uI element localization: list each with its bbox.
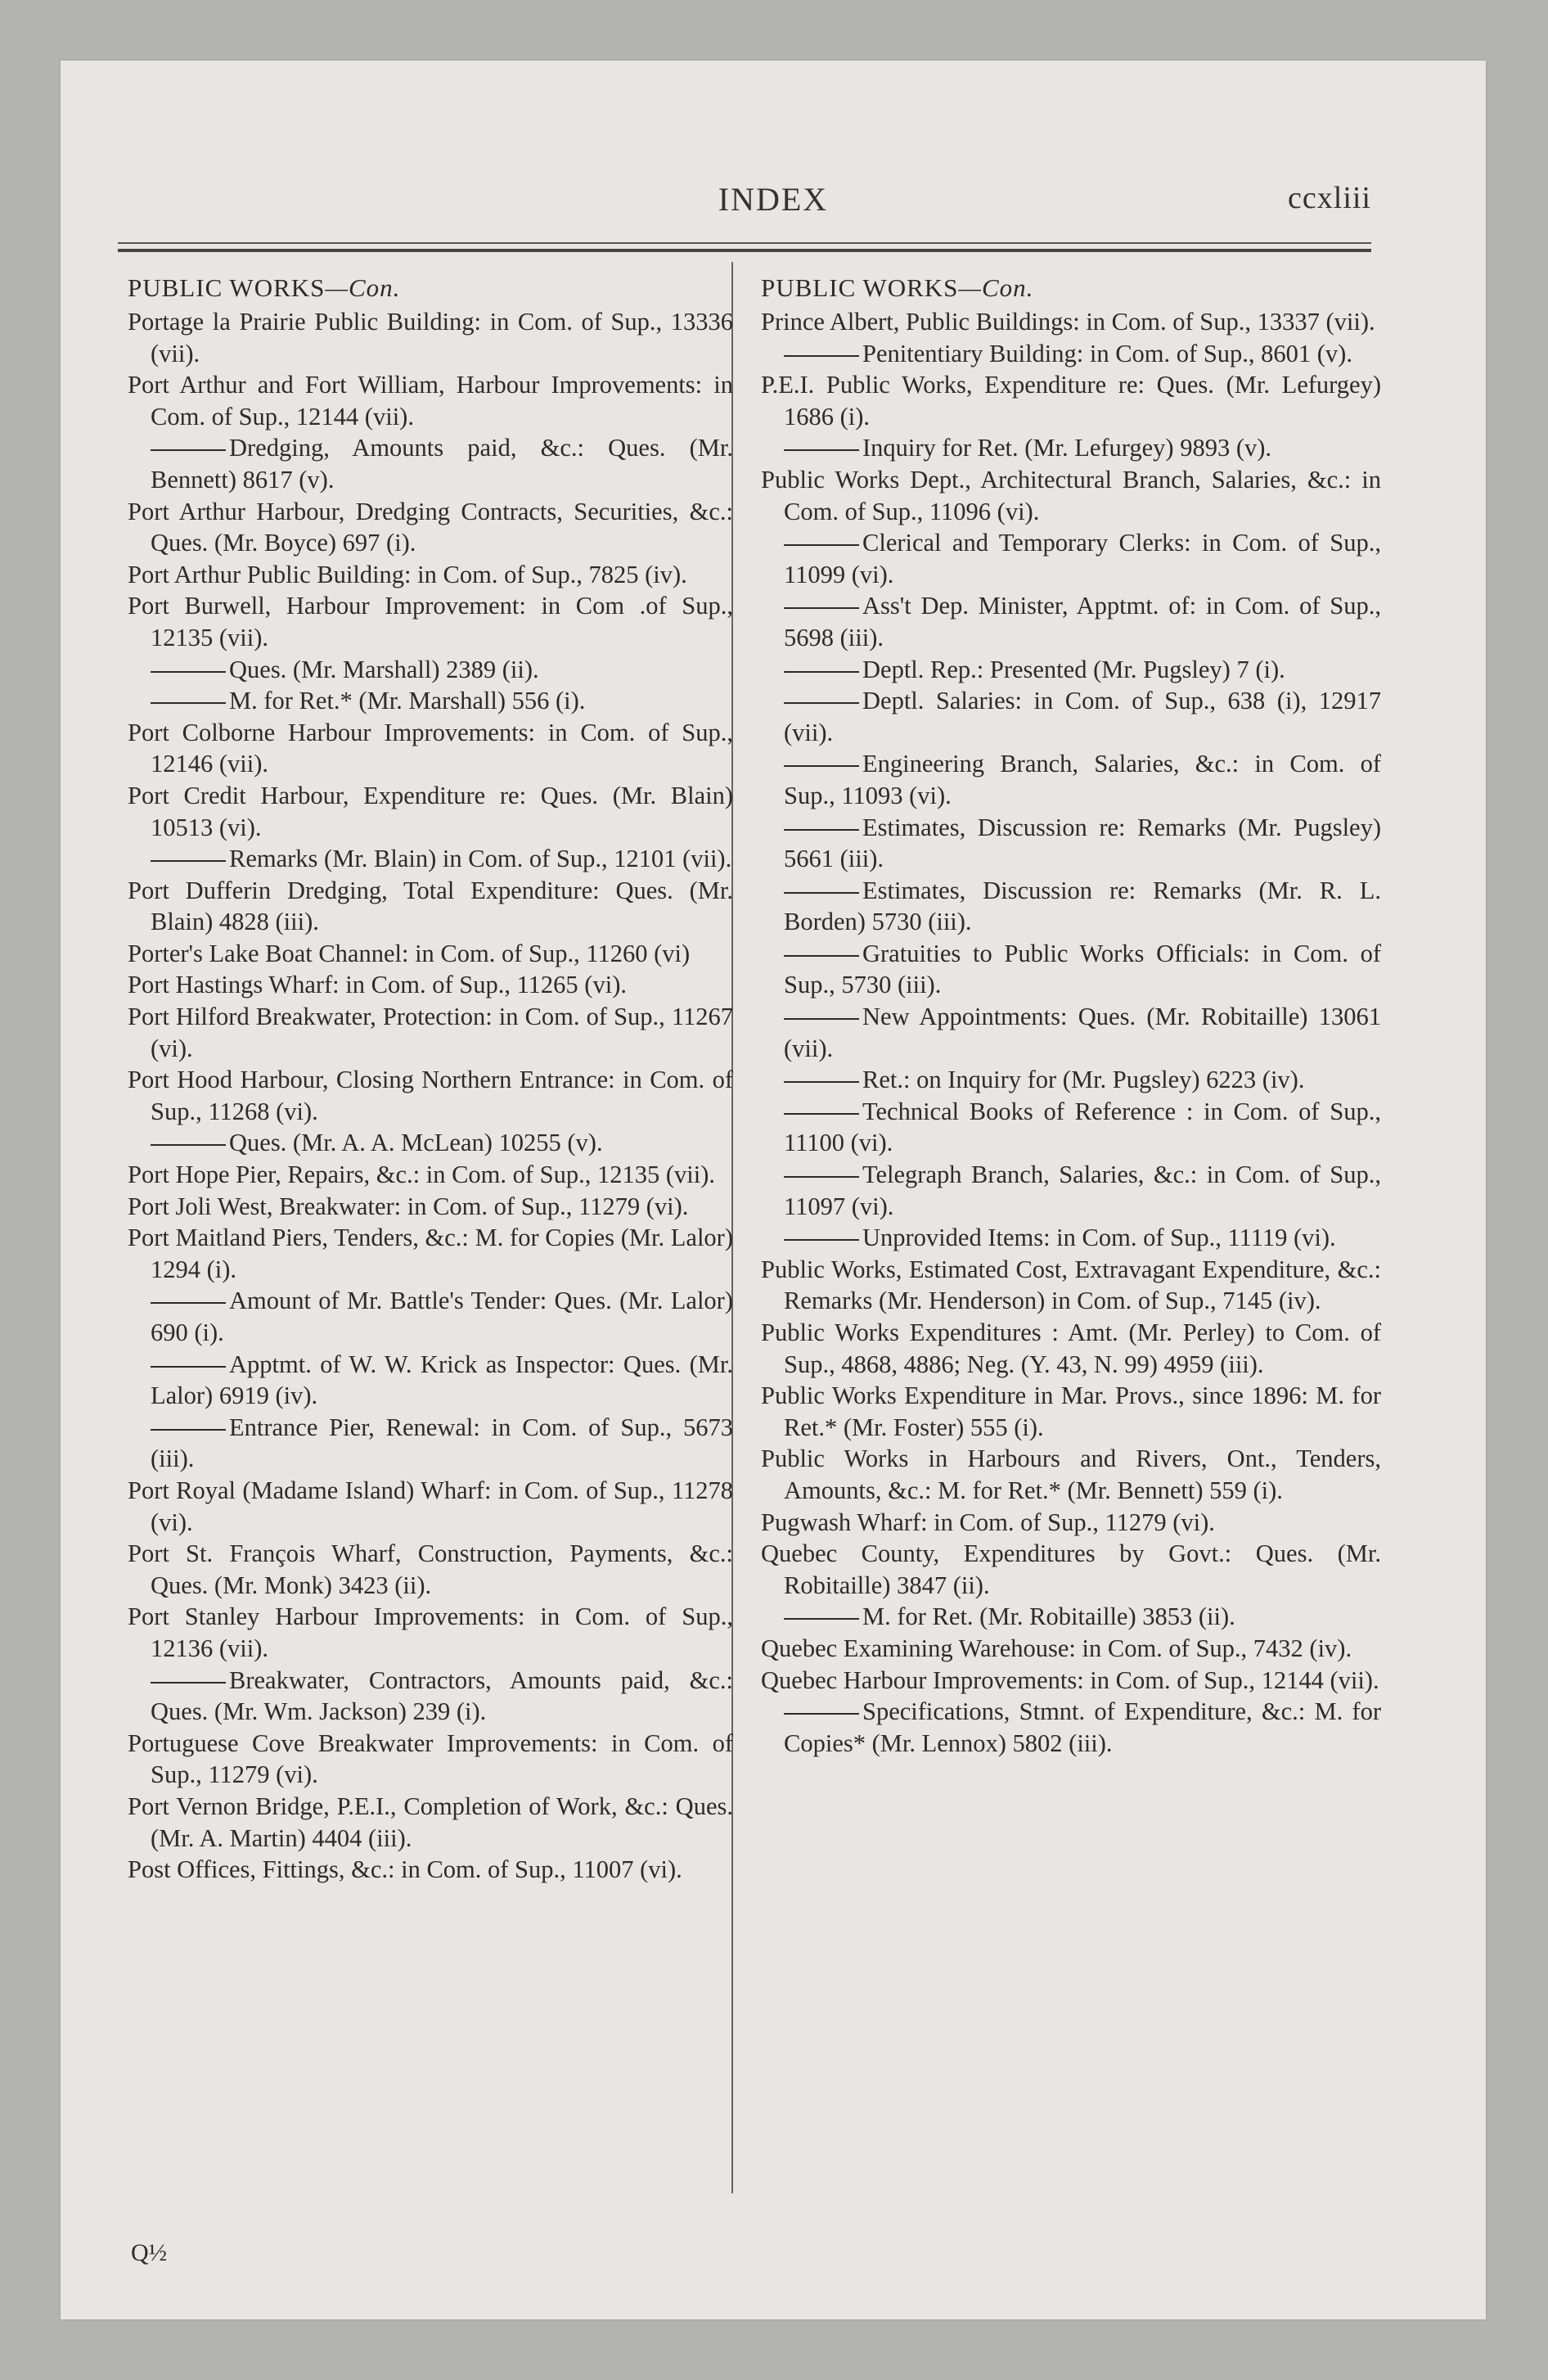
index-entry-text: Prince Albert, Public Buildings: in Com. of Sup., 13337 (vii). [761,308,1375,336]
index-entry-text: Ass't Dep. Minister, Apptmt. of: in Com. of Sup., 5698 (iii). [784,592,1381,651]
index-entry [761,812,1381,875]
index-entry [128,1127,733,1159]
index-entry-text: Port Credit Harbour, Expenditure re: Ques. (Mr. Blain) 10513 (vi). [128,781,733,841]
index-entry-text: New Appointments: Ques. (Mr. Robitaille) 13061 (vii). [784,1003,1381,1062]
index-entry [761,938,1381,1001]
index-entry-text: Port Hastings Wharf: in Com. of Sup., 11265 (vi). [128,971,627,999]
index-entry [761,1507,1381,1539]
ditto-dash [151,1144,226,1146]
index-entry-text: Penitentiary Building: in Com. of Sup., 8601 (v). [862,339,1352,367]
index-entry [761,1601,1381,1633]
index-entry-text: Port Maitland Piers, Tenders, &c.: M. for Copies (Mr. Lalor) 1294 (i). [128,1224,733,1283]
index-entry [128,559,733,591]
index-entry [761,1317,1381,1380]
index-entry [761,654,1381,686]
right-column-heading [761,272,1381,304]
index-entry [128,432,733,495]
index-entry [128,1854,733,1886]
index-entry-text: Ret.: on Inquiry for (Mr. Pugsley) 6223 (iv). [862,1066,1305,1094]
index-entry-text: Quebec County, Expenditures by Govt.: Ques. (Mr. Robitaille) 3847 (ii). [761,1539,1381,1599]
index-entry [761,306,1381,338]
index-entry-text: Port Arthur Harbour, Dredging Contracts, Securities, &c.: Ques. (Mr. Boyce) 697 (i). [128,497,733,557]
page-number: ccxliii [1288,181,1371,215]
index-entry [128,780,733,843]
right-heading-suffix: —Con. [958,273,1034,302]
index-entry-text: Porter's Lake Boat Channel: in Com. of Sup., 11260 (vi) [128,939,691,967]
index-entry [128,1538,733,1601]
index-entry-text: Unprovided Items: in Com. of Sup., 11119 (vi). [862,1224,1336,1252]
index-entry-text: Quebec Examining Warehouse: in Com. of Sup., 7432 (iv). [761,1634,1352,1662]
index-entry-text: Remarks (Mr. Blain) in Com. of Sup., 12101 (vii). [229,845,732,873]
index-entry-text: Port Colborne Harbour Improvements: in Com. of Sup., 12146 (vii). [128,718,733,778]
index-entry-text: Ques. (Mr. A. A. McLean) 10255 (v). [229,1129,603,1157]
index-entry [128,1728,733,1791]
index-entry [761,1696,1381,1759]
index-entry-text: Gratuities to Public Works Officials: in Com. of Sup., 5730 (iii). [784,939,1381,999]
index-entry [128,1191,733,1223]
index-entry [128,1064,733,1127]
index-entry-text: Port Arthur and Fort William, Harbour Improvements: in Com. of Sup., 12144 (vii). [128,371,733,430]
index-entry [761,1001,1381,1064]
index-entry [128,369,733,432]
left-column [128,272,733,1886]
ditto-dash [784,1239,859,1241]
index-entry-text: Estimates, Discussion re: Remarks (Mr. R. L. Borden) 5730 (iii). [784,876,1381,936]
index-entry [128,1349,733,1412]
index-entry [761,1254,1381,1317]
index-entry-text: Dredging, Amounts paid, &c.: Ques. (Mr. Bennett) 8617 (v). [151,434,733,494]
index-entry [761,685,1381,748]
index-entry [128,1475,733,1538]
index-entry [761,527,1381,590]
index-entry [128,875,733,938]
index-entry [128,496,733,559]
index-page [61,61,1486,2319]
index-entry-text: Port St. François Wharf, Construction, Payments, &c.: Ques. (Mr. Monk) 3423 (ii). [128,1539,733,1599]
ditto-dash [151,1429,226,1431]
index-entry [761,590,1381,653]
index-entry-text: Apptmt. of W. W. Krick as Inspector: Ques. (Mr. Lalor) 6919 (iv). [151,1350,733,1410]
index-entry [761,1665,1381,1697]
ditto-dash [784,1113,859,1115]
index-entry [128,1791,733,1854]
header-rule-thin [118,242,1371,244]
index-entry-text: Clerical and Temporary Clerks: in Com. of Sup., 11099 (vi). [784,529,1381,588]
index-entry [128,1001,733,1064]
index-entry [128,1159,733,1191]
index-entry-text: Entrance Pier, Renewal: in Com. of Sup., 5673 (iii). [151,1413,733,1473]
right-column [761,272,1381,1759]
ditto-dash [784,1618,859,1620]
right-entry-list [761,306,1381,1759]
index-entry-text: Port Royal (Madame Island) Wharf: in Com. of Sup., 11278 (vi). [128,1476,733,1536]
ditto-dash [784,955,859,957]
ditto-dash [151,860,226,862]
index-entry-text: Technical Books of Reference : in Com. of Sup., 11100 (vi). [784,1097,1381,1157]
index-entry [761,464,1381,527]
index-entry [128,1412,733,1475]
index-entry-text: Post Offices, Fittings, &c.: in Com. of Sup., 11007 (vi). [128,1855,682,1884]
index-entry [128,1222,733,1285]
index-entry-text: Ques. (Mr. Marshall) 2389 (ii). [229,655,539,683]
index-entry-text: Port Joli West, Breakwater: in Com. of Sup., 11279 (vi). [128,1192,689,1220]
index-entry-text: Portuguese Cove Breakwater Improvements: in Com. of Sup., 11279 (vi). [128,1729,733,1789]
signature-mark: Q½ [131,2239,168,2266]
ditto-dash [784,671,859,673]
index-entry-text: Amount of Mr. Battle's Tender: Ques. (Mr. Lalor) 690 (i). [151,1287,733,1346]
index-entry [128,590,733,653]
index-entry [128,1601,733,1664]
index-entry-text: Quebec Harbour Improvements: in Com. of Sup., 12144 (vii). [761,1666,1379,1694]
ditto-dash [784,544,859,546]
index-entry [761,1443,1381,1506]
ditto-dash [784,1176,859,1178]
index-entry-text: Pugwash Wharf: in Com. of Sup., 11279 (vi). [761,1508,1215,1536]
ditto-dash [784,607,859,609]
index-entry [761,1064,1381,1096]
index-entry-text: Public Works Expenditures : Amt. (Mr. Perley) to Com. of Sup., 4868, 4886; Neg. (Y. 43, N. 99) 4959 (iii). [761,1318,1381,1378]
ditto-dash [784,449,859,451]
ditto-dash [784,1018,859,1020]
index-entry-text: Inquiry for Ret. (Mr. Lefurgey) 9893 (v). [862,434,1272,462]
index-entry-text: Port Hilford Breakwater, Protection: in Com. of Sup., 11267 (vi). [128,1003,733,1062]
index-entry-text: Public Works Dept., Architectural Branch, Salaries, &c.: in Com. of Sup., 11096 (vi). [761,465,1381,525]
index-entry-text: Port Stanley Harbour Improvements: in Com. of Sup., 12136 (vii). [128,1602,733,1662]
index-entry [128,843,733,875]
ditto-dash [151,1366,226,1368]
left-entry-list [128,306,733,1886]
index-entry [128,1665,733,1728]
index-entry [128,306,733,369]
ditto-dash [784,702,859,704]
ditto-dash [784,829,859,831]
index-entry [761,369,1381,432]
page-title: INDEX [718,181,829,218]
index-entry-text: Telegraph Branch, Salaries, &c.: in Com. of Sup., 11097 (vi). [784,1161,1381,1220]
index-entry-text: M. for Ret. (Mr. Robitaille) 3853 (ii). [862,1602,1235,1631]
index-entry-text: Port Dufferin Dredging, Total Expenditure: Ques. (Mr. Blain) 4828 (iii). [128,876,733,936]
index-entry-text: Estimates, Discussion re: Remarks (Mr. Pugsley) 5661 (iii). [784,813,1381,873]
index-entry [128,938,733,970]
index-entry-text: M. for Ret.* (Mr. Marshall) 556 (i). [229,687,586,715]
left-heading-suffix: —Con. [325,273,401,302]
index-entry-text: Port Arthur Public Building: in Com. of Sup., 7825 (iv). [128,560,687,588]
ditto-dash [784,1713,859,1715]
index-entry-text: Port Burwell, Harbour Improvement: in Com .of Sup., 12135 (vii). [128,592,733,651]
index-entry-text: Engineering Branch, Salaries, &c.: in Com. of Sup., 11093 (vi). [784,750,1381,809]
index-entry-text: Port Hope Pier, Repairs, &c.: in Com. of Sup., 12135 (vii). [128,1161,716,1189]
header-rule-thick [118,249,1371,252]
index-entry [128,685,733,717]
index-entry-text: P.E.I. Public Works, Expenditure re: Ques. (Mr. Lefurgey) 1686 (i). [761,371,1381,430]
ditto-dash [151,671,226,673]
ditto-dash [784,1081,859,1083]
index-entry [761,748,1381,811]
index-entry [761,1096,1381,1159]
index-entry [761,1380,1381,1443]
index-entry [761,1159,1381,1222]
index-entry-text: Specifications, Stmnt. of Expenditure, &c.: M. for Copies* (Mr. Lennox) 5802 (iii). [784,1697,1381,1757]
ditto-dash [151,449,226,451]
index-entry-text: Public Works, Estimated Cost, Extravagant Expenditure, &c.: Remarks (Mr. Henderson) in Com. of Sup., 7145 (iv). [761,1255,1381,1315]
index-entry [761,1633,1381,1665]
index-entry [128,1285,733,1348]
index-entry [128,717,733,780]
index-entry [128,969,733,1001]
index-entry-text: Deptl. Rep.: Presented (Mr. Pugsley) 7 (i). [862,655,1285,683]
ditto-dash [784,892,859,894]
ditto-dash [784,355,859,357]
ditto-dash [151,1682,226,1684]
ditto-dash [151,702,226,704]
index-entry [128,654,733,686]
left-heading-text: PUBLIC WORKS [128,273,326,302]
left-column-heading [128,272,733,304]
index-entry [761,1222,1381,1254]
index-entry-text: Port Hood Harbour, Closing Northern Entrance: in Com. of Sup., 11268 (vi). [128,1066,733,1125]
index-entry-text: Public Works in Harbours and Rivers, Ont., Tenders, Amounts, &c.: M. for Ret.* (Mr. Bennett) 559 (i). [761,1445,1381,1504]
index-entry-text: Portage la Prairie Public Building: in Com. of Sup., 13336 (vii). [128,308,733,367]
ditto-dash [784,765,859,767]
ditto-dash [151,1302,226,1304]
index-entry [761,1538,1381,1601]
index-entry-text: Port Vernon Bridge, P.E.I., Completion of Work, &c.: Ques. (Mr. A. Martin) 4404 (iii). [128,1792,733,1852]
index-entry [761,875,1381,938]
index-entry [761,338,1381,370]
right-heading-text: PUBLIC WORKS [761,273,959,302]
index-entry-text: Breakwater, Contractors, Amounts paid, &c.: Ques. (Mr. Wm. Jackson) 239 (i). [151,1666,733,1726]
index-entry-text: Public Works Expenditure in Mar. Provs., since 1896: M. for Ret.* (Mr. Foster) 555 (i). [761,1382,1381,1441]
index-entry-text: Deptl. Salaries: in Com. of Sup., 638 (i), 12917 (vii). [784,687,1381,746]
index-entry [761,432,1381,464]
